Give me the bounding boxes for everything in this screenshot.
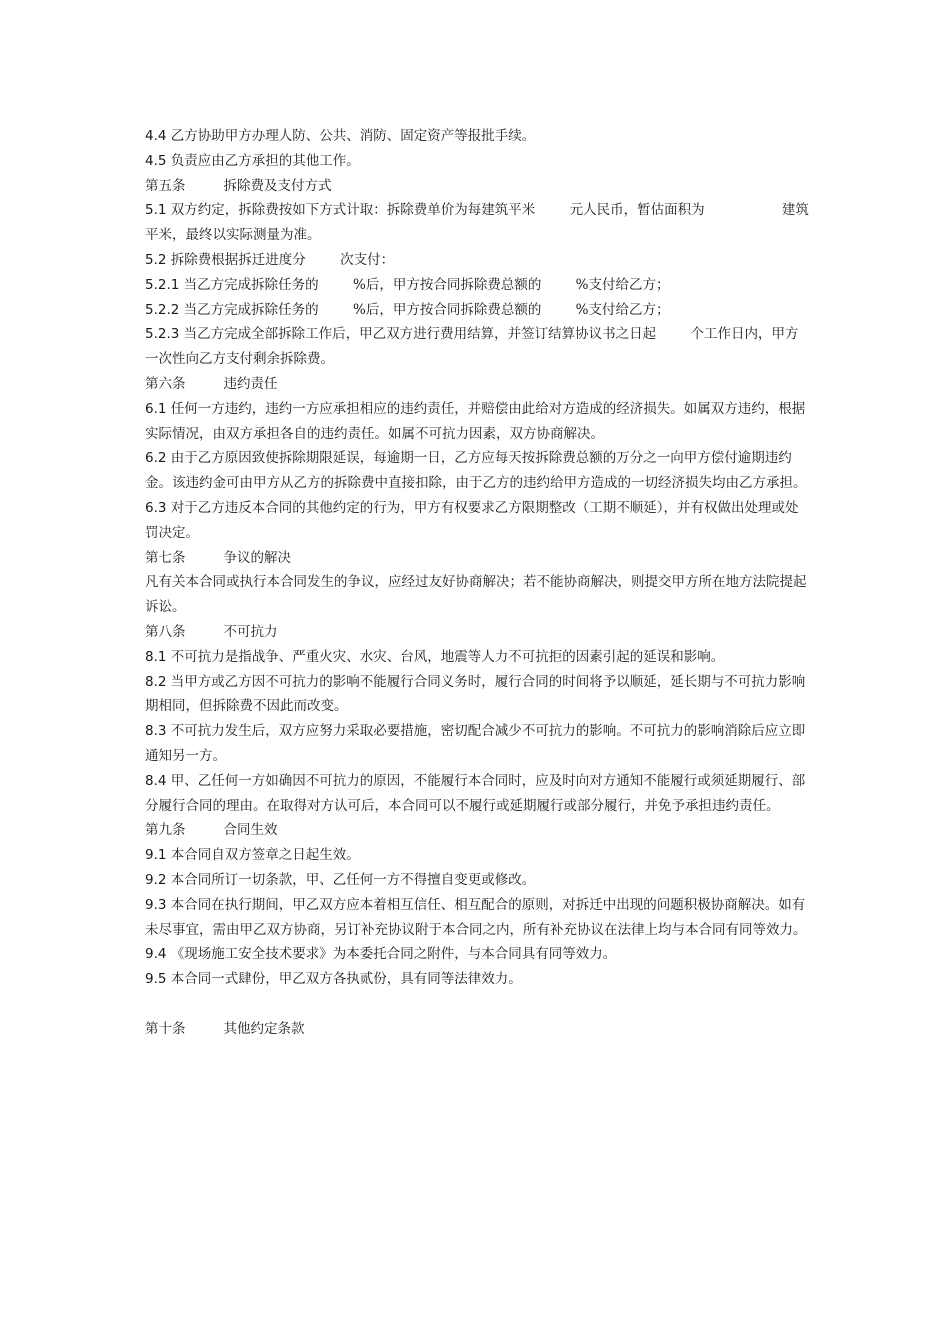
clause-number: 8.4 (145, 772, 167, 789)
clause-paragraph (145, 149, 810, 174)
section-heading-number: 第六条 (145, 375, 186, 392)
clause-number: 4.4 (145, 128, 167, 144)
clause-paragraph (145, 397, 810, 447)
clause-number: 6.2 (145, 450, 167, 467)
clause-paragraph (145, 496, 810, 546)
section-heading-title: 违约责任 (223, 375, 278, 392)
clause-number: 6.1 (145, 400, 167, 417)
clause-number: 8.1 (145, 648, 167, 665)
clause-paragraph (145, 298, 810, 323)
section-heading-number: 第八条 (145, 623, 186, 640)
clause-number: 5.2 (145, 251, 167, 268)
section-heading (145, 372, 810, 397)
document-body (145, 124, 810, 1041)
clause-text: 当乙方完成拆除任务的 %后，甲方按合同拆除费总额的 %支付给乙方； (183, 301, 670, 318)
section-heading (145, 174, 810, 199)
clause-paragraph (145, 942, 810, 967)
section-heading-number: 第九条 (145, 822, 186, 839)
section-heading (145, 818, 810, 843)
clause-number: 5.2.1 (145, 276, 180, 293)
clause-text: 本合同所订一切条款，甲、乙任何一方不得擅自变更或修改。 (170, 871, 536, 888)
section-heading-title: 拆除费及支付方式 (223, 177, 332, 194)
clause-number: 9.4 (145, 946, 167, 963)
clause-number: 9.2 (145, 871, 167, 888)
section-heading-title: 争议的解决 (223, 549, 291, 566)
section-heading-title: 合同生效 (223, 822, 278, 839)
clause-text: 拆除费根据拆迁进度分 次支付： (170, 251, 395, 268)
section-heading-title: 不可抗力 (223, 623, 278, 640)
section-heading-number: 第五条 (145, 177, 186, 194)
clause-text: 由于乙方原因致使拆除期限延误，每逾期一日，乙方应每天按拆除费总额的万分之一向甲方偿付逾期违约金。该违约金可由甲方从乙方的拆除费中直接扣除，由于乙方的违约给甲方造成的一切经济损失均由乙方承担。 (145, 450, 807, 492)
clause-text: 当甲方或乙方因不可抗力的影响不能履行合同义务时，履行合同的时间将予以顺延，延长期与不可抗力影响期相同，但拆除费不因此而改变。 (145, 673, 806, 715)
clause-paragraph (145, 670, 810, 720)
clause-paragraph (145, 273, 810, 298)
clause-text: 对于乙方违反本合同的其他约定的行为，甲方有权要求乙方限期整改（工期不顺延），并有权做出处理或处罚决定。 (145, 499, 799, 541)
clause-paragraph (145, 322, 810, 372)
clause-paragraph (145, 893, 810, 943)
clause-paragraph (145, 446, 810, 496)
clause-text: 双方约定，拆除费按如下方式计取：拆除费单价为每建筑平米 元人民币，暂估面积为 建筑平米，最终以实际测量为准。 (145, 202, 809, 244)
clause-number: 9.5 (145, 971, 167, 988)
clause-number: 9.1 (145, 847, 167, 864)
clause-number: 6.3 (145, 499, 167, 516)
clause-number: 9.3 (145, 896, 167, 913)
clause-text: 不可抗力是指战争、严重火灾、水灾、台风，地震等人力不可抗拒的因素引起的延误和影响。 (170, 648, 725, 665)
clause-paragraph (145, 769, 810, 819)
clause-text: 当乙方完成全部拆除工作后，甲乙双方进行费用结算，并签订结算协议书之日起 个工作日内，甲方一次性向乙方支付剩余拆除费。 (145, 326, 799, 368)
clause-paragraph (145, 843, 810, 868)
clause-paragraph (145, 248, 810, 273)
clause-text: 任何一方违约，违约一方应承担相应的违约责任，并赔偿由此给对方造成的经济损失。如属双方违约，根据实际情况，由双方承担各自的违约责任。如属不可抗力因素，双方协商解决。 (145, 400, 806, 442)
clause-text: 不可抗力发生后，双方应努力采取必要措施，密切配合减少不可抗力的影响。不可抗力的影响消除后应立即通知另一方。 (145, 723, 806, 764)
clause-text: 本合同一式肆份，甲乙双方各执贰份，具有同等法律效力。 (170, 971, 522, 988)
clause-text: 《现场施工安全技术要求》为本委托合同之附件，与本合同具有同等效力。 (170, 946, 617, 963)
clause-paragraph (145, 124, 810, 149)
clause-paragraph (145, 868, 810, 893)
clause-number: 8.2 (145, 673, 167, 690)
clause-text: 乙方协助甲方办理人防、公共、消防、固定资产等报批手续。 (170, 128, 536, 144)
clause-paragraph (145, 645, 810, 670)
section-heading (145, 1017, 810, 1042)
section-heading-number: 第七条 (145, 549, 186, 566)
clause-text: 本合同自双方签章之日起生效。 (170, 847, 360, 864)
section-heading (145, 546, 810, 571)
clause-number: 5.2.3 (145, 326, 180, 343)
section-heading-number: 第十条 (145, 1020, 186, 1037)
clause-paragraph (145, 967, 810, 992)
clause-paragraph (145, 719, 810, 769)
clause-text: 当乙方完成拆除任务的 %后，甲方按合同拆除费总额的 %支付给乙方； (183, 276, 670, 293)
clause-number: 5.2.2 (145, 301, 180, 318)
section-heading-title: 其他约定条款 (223, 1020, 305, 1037)
clause-paragraph (145, 198, 810, 248)
blank-line (145, 992, 810, 1017)
clause-number: 4.5 (145, 152, 167, 169)
section-heading (145, 620, 810, 645)
clause-number: 5.1 (145, 202, 167, 219)
clause-paragraph (145, 570, 810, 620)
clause-number: 8.3 (145, 723, 167, 740)
clause-text: 凡有关本合同或执行本合同发生的争议，应经过友好协商解决；若不能协商解决，则提交甲方所在地方法院提起诉讼。 (145, 574, 807, 616)
clause-text: 本合同在执行期间，甲乙双方应本着相互信任、相互配合的原则，对拆迁中出现的问题积极协商解决。如有未尽事宜，需由甲乙双方协商，另订补充协议附于本合同之内，所有补充协议在法律上均与本合同有同等效力。 (145, 896, 807, 938)
clause-text: 负责应由乙方承担的其他工作。 (170, 152, 360, 169)
clause-text: 甲、乙任何一方如确因不可抗力的原因，不能履行本合同时，应及时向对方通知不能履行或须延期履行、部分履行合同的理由。在取得对方认可后，本合同可以不履行或延期履行或部分履行，并免予承担违约责任。 (145, 772, 806, 814)
